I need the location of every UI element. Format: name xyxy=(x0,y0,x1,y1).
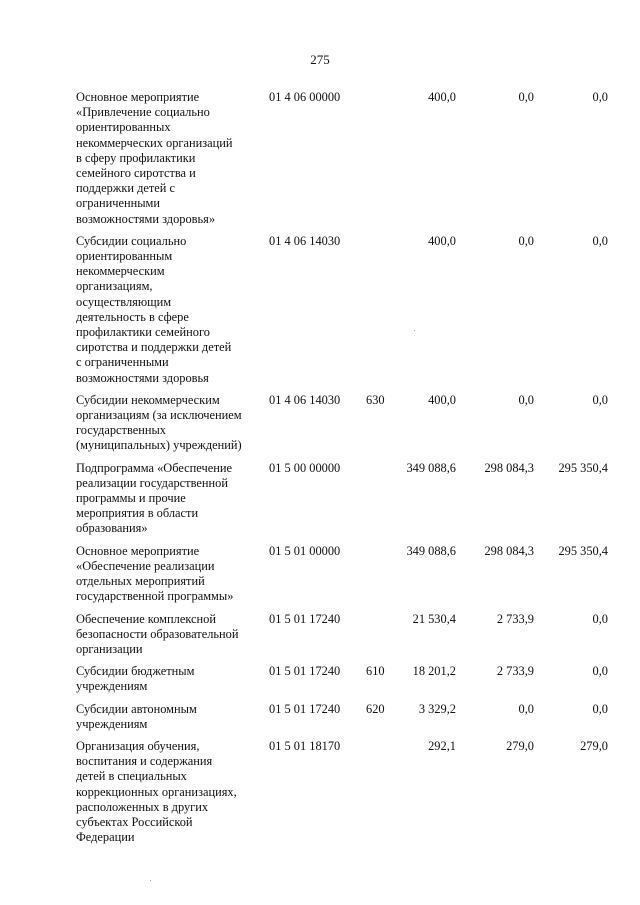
row-name-line: учреждениям xyxy=(76,716,148,731)
row-name-line: поддержки детей с xyxy=(76,181,176,196)
row-name-line: Основное мероприятие xyxy=(76,543,200,558)
row-name-line: Организация обучения, xyxy=(76,738,200,753)
row-amount-year-1: 292,1 xyxy=(428,738,456,753)
row-name-line: некоммерческих организаций xyxy=(76,135,233,150)
row-name-line: безопасности образовательной xyxy=(76,626,239,641)
row-name-line: воспитания и содержания xyxy=(76,754,213,769)
table-row xyxy=(76,393,616,454)
row-amount-year-3: 295 350,4 xyxy=(558,460,608,475)
row-name-line: организациям (за исключением xyxy=(76,408,242,423)
scan-speck xyxy=(150,880,151,881)
row-name-line: организации xyxy=(76,641,143,656)
row-amount-year-1: 21 530,4 xyxy=(412,611,456,626)
row-name-line: субъектах Российской xyxy=(76,814,193,829)
row-name-line: реализации государственной xyxy=(76,475,228,490)
table-row xyxy=(76,664,616,694)
row-name-line: Обеспечение комплексной xyxy=(76,611,216,626)
row-name-line: ориентированным xyxy=(76,249,173,264)
row-amount-year-3: 0,0 xyxy=(592,701,608,716)
row-amount-year-3: 0,0 xyxy=(592,392,608,407)
row-name xyxy=(76,664,262,694)
row-name-line: организациям, xyxy=(76,279,153,294)
table-row xyxy=(76,90,616,227)
table-row xyxy=(76,461,616,537)
row-amount-year-2: 0,0 xyxy=(518,233,534,248)
budget-table xyxy=(76,90,616,845)
row-amount-year-3: 0,0 xyxy=(592,664,608,679)
row-expense-type: 620 xyxy=(366,701,385,716)
row-amount-year-3: 0,0 xyxy=(592,233,608,248)
row-name-line: Субсидии некоммерческим xyxy=(76,392,220,407)
row-name-line: возможностями здоровья» xyxy=(76,211,216,226)
row-name xyxy=(76,544,262,605)
row-amount-year-1: 18 201,2 xyxy=(412,664,456,679)
row-name-line: семейного сиротства и xyxy=(76,166,196,181)
row-name-line: учреждениям xyxy=(76,679,148,694)
row-amount-year-2: 298 084,3 xyxy=(484,543,534,558)
row-amount-year-3: 279,0 xyxy=(580,738,608,753)
row-amount-year-2: 0,0 xyxy=(518,392,534,407)
row-name-line: сиротства и поддержки детей xyxy=(76,340,232,355)
row-name xyxy=(76,461,262,537)
table-row xyxy=(76,612,616,658)
table-row xyxy=(76,739,616,845)
row-amount-year-3: 0,0 xyxy=(592,611,608,626)
row-name xyxy=(76,90,262,227)
page-number: 275 xyxy=(310,52,330,67)
row-name-line: некоммерческим xyxy=(76,264,165,279)
row-name-line: ориентированных xyxy=(76,120,171,135)
row-name xyxy=(76,612,262,658)
row-code: 01 4 06 00000 xyxy=(269,90,341,104)
scan-speck xyxy=(414,330,415,331)
row-name-line: расположенных в других xyxy=(76,799,209,814)
row-amount-year-2: 0,0 xyxy=(518,90,534,104)
row-name xyxy=(76,234,262,386)
row-expense-type: 610 xyxy=(366,664,385,679)
row-name-line: ограниченными xyxy=(76,196,161,211)
row-name xyxy=(76,739,262,845)
row-name-line: с ограниченными xyxy=(76,355,169,370)
row-name-line: Субсидии автономным xyxy=(76,701,197,716)
row-name-line: профилактики семейного xyxy=(76,325,210,340)
row-code: 01 5 01 18170 xyxy=(269,738,341,753)
row-name-line: мероприятия в области xyxy=(76,506,199,521)
row-expense-type: 630 xyxy=(366,392,385,407)
row-code: 01 4 06 14030 xyxy=(269,392,341,407)
row-name-line: отдельных мероприятий xyxy=(76,574,205,589)
row-amount-year-1: 3 329,2 xyxy=(418,701,456,716)
row-name-line: программы и прочие xyxy=(76,491,186,506)
row-name-line: в сферу профилактики xyxy=(76,150,196,165)
row-name-line: «Обеспечение реализации xyxy=(76,558,215,573)
row-name-line: «Привлечение социально xyxy=(76,105,210,120)
row-amount-year-1: 400,0 xyxy=(428,90,456,104)
row-amount-year-1: 400,0 xyxy=(428,233,456,248)
row-name-line: коррекционных организациях, xyxy=(76,784,237,799)
row-amount-year-1: 400,0 xyxy=(428,392,456,407)
row-amount-year-1: 349 088,6 xyxy=(406,460,456,475)
row-amount-year-2: 2 733,9 xyxy=(496,611,534,626)
row-name-line: возможностями здоровья xyxy=(76,370,209,385)
row-name-line: государственных xyxy=(76,423,167,438)
row-code: 01 5 01 17240 xyxy=(269,611,341,626)
row-code: 01 5 01 17240 xyxy=(269,664,341,679)
row-amount-year-3: 0,0 xyxy=(592,90,608,104)
row-code: 01 5 01 17240 xyxy=(269,701,341,716)
row-amount-year-2: 279,0 xyxy=(506,738,534,753)
row-name-line: Федерации xyxy=(76,830,135,845)
row-amount-year-3: 295 350,4 xyxy=(558,543,608,558)
row-name-line: государственной программы» xyxy=(76,589,234,604)
row-name-line: Субсидии социально xyxy=(76,233,187,248)
row-name-line: Основное мероприятие xyxy=(76,90,200,104)
row-amount-year-1: 349 088,6 xyxy=(406,543,456,558)
row-name-line: Подпрограмма «Обеспечение xyxy=(76,460,232,475)
row-amount-year-2: 0,0 xyxy=(518,701,534,716)
row-code: 01 5 00 00000 xyxy=(269,460,341,475)
row-name-line: осуществляющим xyxy=(76,294,172,309)
table-row xyxy=(76,544,616,605)
row-name-line: деятельность в сфере xyxy=(76,309,189,324)
row-code: 01 4 06 14030 xyxy=(269,233,341,248)
row-name xyxy=(76,702,262,732)
row-amount-year-2: 2 733,9 xyxy=(496,664,534,679)
row-name-line: Субсидии бюджетным xyxy=(76,664,195,679)
row-code: 01 5 01 00000 xyxy=(269,543,341,558)
row-name-line: детей в специальных xyxy=(76,769,187,784)
table-row xyxy=(76,234,616,386)
row-name-line: (муниципальных) учреждений) xyxy=(76,438,242,453)
row-name-line: образования» xyxy=(76,521,148,536)
row-name xyxy=(76,393,262,454)
row-amount-year-2: 298 084,3 xyxy=(484,460,534,475)
table-row xyxy=(76,702,616,732)
